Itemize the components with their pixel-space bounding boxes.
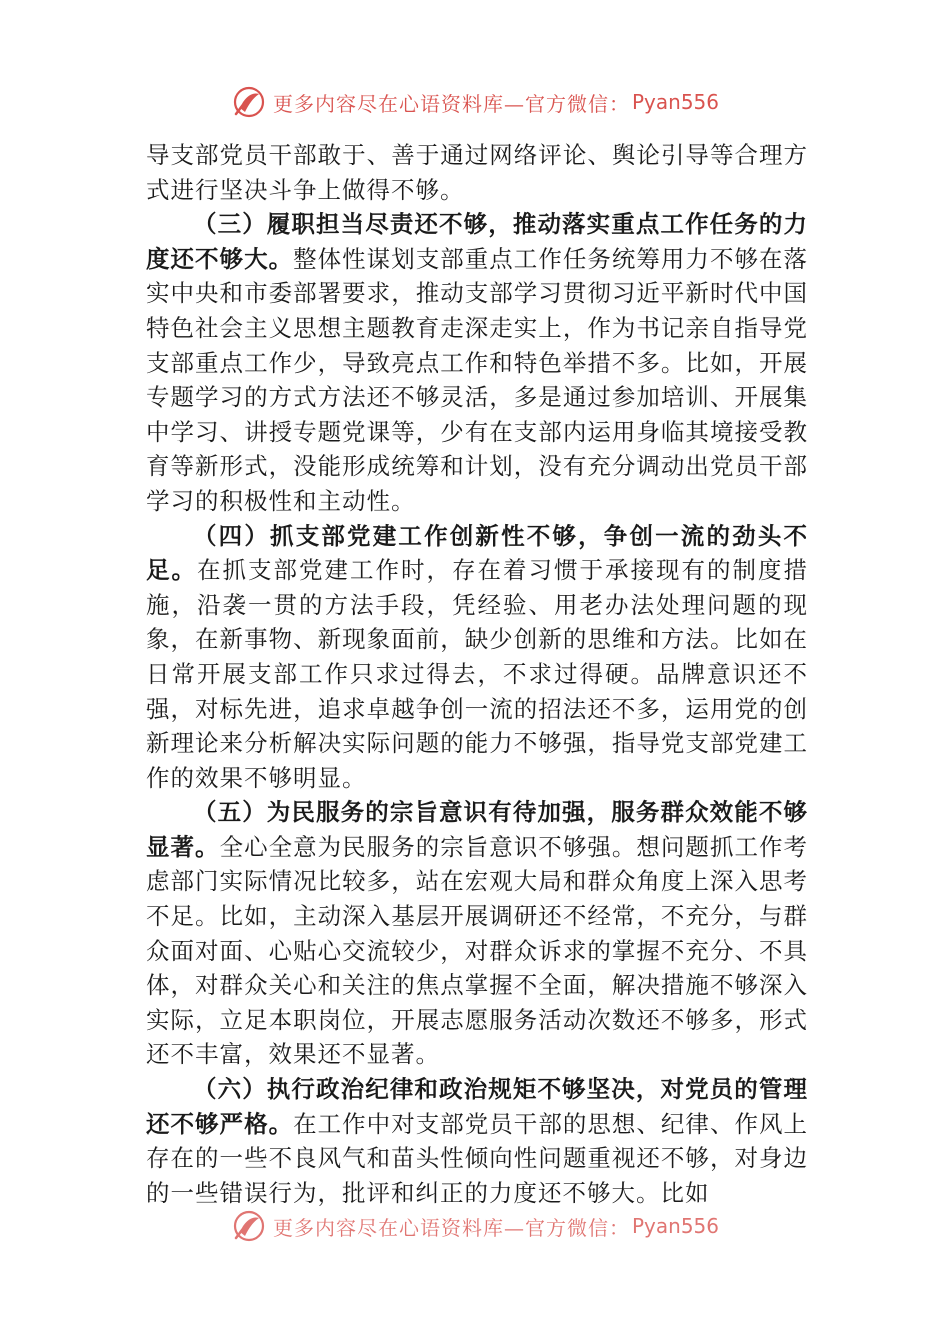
section-heading: （五）为民服务的宗旨意识有待加强，服务群众效能不够显著。	[146, 798, 808, 861]
brush-logo-icon	[231, 84, 267, 120]
watermark-wechat-id: Pyan556	[631, 90, 719, 114]
paragraph-body: 在抓支部党建工作时，存在着习惯于承接现有的制度措施，沿袭一贯的方法手段，凭经验、用老办法处理问题的现象，在新事物、新现象面前，缺少创新的思维和方法。比如在日常开展支部工作只求过得去，不求过得硬。品牌意识还不强，对标先进，追求卓越争创一流的招法还不多，运用党的创新理论来分析解决实际问题的能力不够强，指导党支部党建工作的效果不够明显。	[146, 556, 808, 792]
watermark-wechat-id: Pyan556	[631, 1214, 719, 1238]
paragraph-continuation	[146, 138, 808, 207]
paragraph-body: 在工作中对支部党员干部的思想、纪律、作风上存在的一些不良风气和苗头性倾向性问题重视还不够，对身边的一些错误行为，批评和纠正的力度还不够大。比如	[146, 1109, 809, 1207]
document-body	[146, 138, 808, 1210]
footer-watermark	[0, 1206, 950, 1246]
section-heading: （三）履职担当尽责还不够，推动落实重点工作任务的力度还不够大。	[146, 210, 808, 273]
paragraph-body: 导支部党员干部敢于、善于通过网络评论、舆论引导等合理方式进行坚决斗争上做得不够。	[146, 141, 808, 204]
header-watermark	[0, 82, 950, 122]
paragraph-section-3	[146, 207, 808, 518]
paragraph-body: 全心全意为民服务的宗旨意识不够强。想问题抓工作考虑部门实际情况比较多，站在宏观大局和群众角度上深入思考不足。比如，主动深入基层开展调研还不经常，不充分，与群众面对面、心贴心交流较少，对群众诉求的掌握不充分、不具体，对群众关心和关注的焦点掌握不全面，解决措施不够深入实际，立足本职岗位，开展志愿服务活动次数还不够多，形式还不丰富，效果还不显著。	[146, 832, 809, 1069]
section-heading: （六）执行政治纪律和政治规矩不够坚决，对党员的管理还不够严格。	[146, 1075, 808, 1138]
paragraph-section-4	[146, 519, 808, 796]
paragraph-section-5	[146, 795, 808, 1072]
watermark-text: 更多内容尽在心语资料库—官方微信：	[272, 91, 630, 116]
paragraph-body: 整体性谋划支部重点工作任务统筹用力不够在落实中央和市委部署要求，推动支部学习贯彻习近平新时代中国特色社会主义思想主题教育走深走实上，作为书记亲自指导党支部重点工作少，导致亮点工作和特色举措不多。比如，开展专题学习的方式方法还不够灵活，多是通过参加培训、开展集中学习、讲授专题党课等，少有在支部内运用身临其境接受教育等新形式，没能形成统筹和计划，没有充分调动出党员干部学习的积极性和主动性。	[146, 244, 809, 515]
section-heading: （四）抓支部党建工作创新性不够，争创一流的劲头不足。	[146, 521, 808, 585]
paragraph-section-6	[146, 1072, 808, 1210]
watermark-text: 更多内容尽在心语资料库—官方微信：	[272, 1215, 630, 1240]
brush-logo-icon	[231, 1208, 267, 1244]
